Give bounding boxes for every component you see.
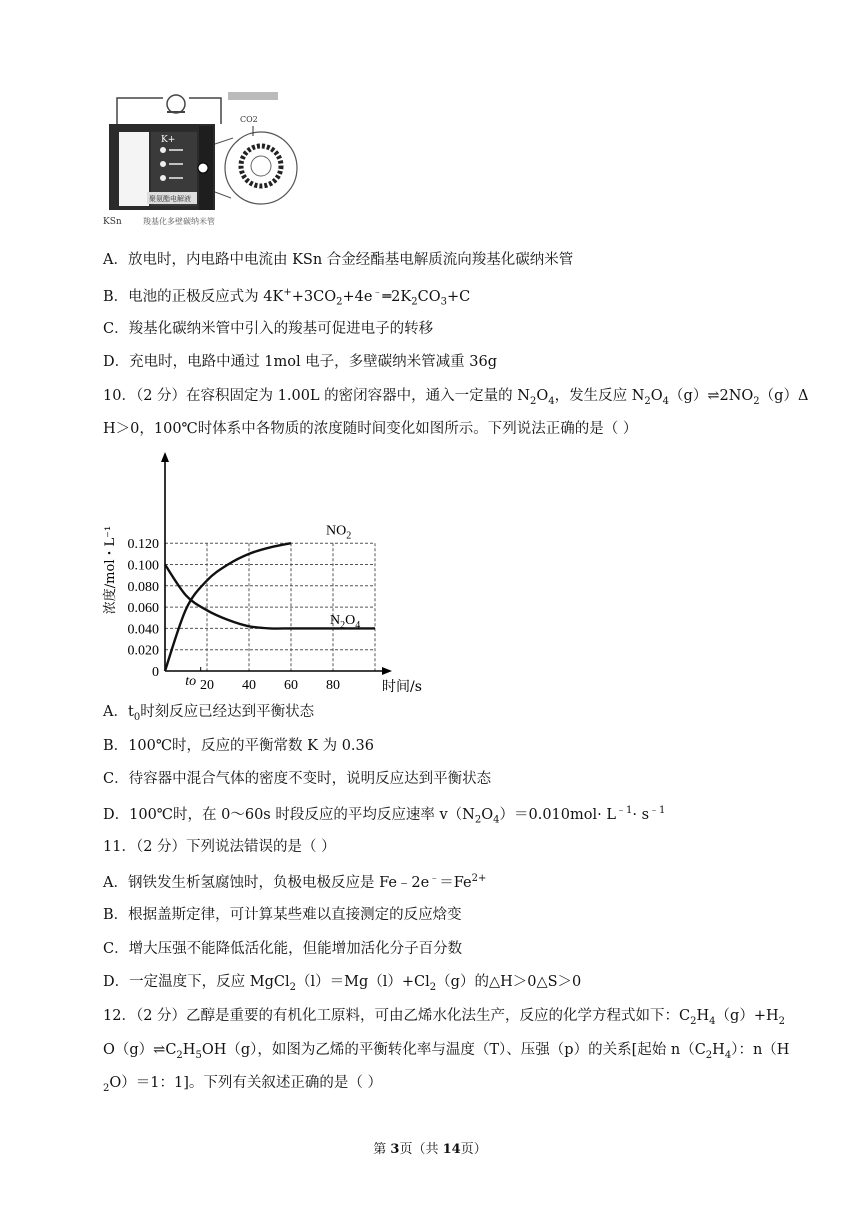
q9-option-c: C．羧基化碳纳米管中引入的羧基可促进电子的转移	[103, 321, 434, 337]
q10-stem-c: ，发生反应 N	[554, 388, 645, 404]
q11-option-a-text2: ＝Fe	[439, 874, 472, 891]
x-tick-label: 60	[284, 678, 298, 693]
q12-stem-line2: $O(g)\rightleftharpoons C_2H_5OH(g)$，如图为乙烯的平衡转化率与温度（T）、压强（p）的关系[起始 $n(C_2H_4)$：n（H	[103, 1042, 790, 1061]
y-axis-arrow	[161, 452, 169, 462]
q12-stem-e: H	[182, 1042, 196, 1058]
y-tick-label: 0.040	[127, 622, 159, 638]
page-footer	[0, 1138, 860, 1157]
q11-option-d: D．一定温度下，反应 $MgCl_2(l)=Mg(l)+Cl_2(g)$的△H＞0△S＞0	[103, 974, 582, 993]
y-tick-label: 0.020	[127, 643, 159, 659]
tube-label: 羧基化多壁碳纳米管	[143, 217, 215, 226]
q10-option-b: B．100℃时，反应的平衡常数 K 为 0.36	[103, 738, 374, 754]
q9-option-b-text3: +4e	[342, 288, 373, 305]
q12-stem-line1: 12．（2 分）乙醇是重要的有机化工原料，可由乙烯水化法生产，反应的化学方程式如下：$C_2H_4(g)+H_2$	[103, 1008, 785, 1027]
co2-label: CO2	[240, 115, 258, 124]
y-axis-label: 浓度/mol・L⁻¹	[103, 525, 118, 615]
q10-stem-b: O	[536, 388, 549, 404]
q9-option-b: B．电池的正极反应式为 $4K^++3CO_2+4e^﹣═2K_2CO_3+C$	[103, 287, 471, 308]
q9-option-b-text2: +3CO	[291, 288, 337, 305]
q9-option-b-text: B．电池的正极反应式为 4K	[103, 288, 284, 305]
q12-stem-h: ）：n（H	[731, 1042, 790, 1058]
q11-stem: 11．（2 分）下列说法错误的是（ ）	[103, 839, 336, 855]
q10-option-c: C．待容器中混合气体的密度不变时，说明反应达到平衡状态	[103, 771, 492, 787]
footer-page-number: 3	[390, 1142, 400, 1157]
x-tick-label: 40	[242, 678, 256, 693]
battery-diagram-svg	[103, 92, 303, 234]
q10-stem-d: O	[650, 388, 663, 404]
concentration-chart-svg	[100, 450, 430, 695]
q12-stem-d: O（g）⇌C	[103, 1042, 177, 1058]
q10-stem-a: 10．（2 分）在容积固定为 1.00L 的密闭容器中，通入一定量的 N	[103, 388, 530, 404]
y-tick-label: 0.120	[127, 537, 159, 553]
footer-page-total: 14	[442, 1142, 461, 1157]
q12-stem-b: H	[696, 1008, 710, 1024]
q10-option-a-text2: 时刻反应已经达到平衡状态	[140, 704, 315, 720]
q11-option-d-text: D．一定温度下，反应 MgCl	[103, 974, 290, 990]
x-marker-label: to	[185, 674, 197, 689]
q10-option-d-text4: L	[606, 806, 616, 823]
battery-diagram	[103, 92, 303, 234]
y-tick-label: 0.100	[127, 558, 159, 574]
q11-option-a-text: A．钢铁发生析氢腐蚀时，负极电极反应是 Fe﹣2e	[103, 874, 430, 891]
q9-option-b-text5: CO	[417, 288, 441, 305]
bulb-icon	[167, 95, 185, 113]
q11-option-d-text2: （l）＝Mg（l）+Cl	[295, 974, 430, 990]
footer-text-c: 页）	[460, 1142, 487, 1157]
x-tick-label: 20	[200, 678, 214, 693]
q9-option-a: A．放电时，内电路中电流由 KSn 合金经酯基电解质流向羧基化碳纳米管	[103, 252, 574, 268]
series-label-no2: $NO_2$	[326, 523, 352, 542]
q12-stem-a: 12．（2 分）乙醇是重要的有机化工原料，可由乙烯水化法生产，反应的化学方程式如下：C	[103, 1008, 691, 1024]
q10-option-a-text: A．t	[103, 704, 134, 720]
footer-text-b: 页（共	[399, 1142, 443, 1157]
q11-option-a: A．钢铁发生析氢腐蚀时，负极电极反应是 $Fe﹣2e^﹣=Fe^{2+}$	[103, 873, 487, 891]
q10-stem-line2: H＞0，100℃时体系中各物质的浓度随时间变化如图所示。下列说法正确的是（ ）	[103, 421, 638, 437]
q11-option-c: C．增大压强不能降低活化能，但能增加活化分子百分数	[103, 941, 463, 957]
electrolyte-label: 聚氨酯电解液	[149, 195, 191, 203]
q10-option-d-text3: ）＝0.010mol	[499, 806, 598, 823]
q12-stem-i: O）＝1：1]。下列有关叙述正确的是（ ）	[109, 1075, 382, 1091]
q10-stem-e: （g）⇌2NO	[669, 388, 754, 404]
series-label-n2o4: $N_2O_4$	[330, 613, 361, 632]
k-ion-label: K+	[161, 135, 176, 145]
q12-stem-f: OH（g），如图为乙烯的平衡转化率与温度（T）、压强（p）的关系[起始 n（C	[201, 1042, 706, 1058]
q10-stem-f: （g）Δ	[759, 388, 809, 404]
y-tick-label: 0.080	[127, 579, 159, 595]
nanotube-zoom	[225, 132, 297, 204]
q11-option-d-text3: （g）的△H＞0△S＞0	[436, 974, 582, 990]
q12-stem-line3: $_2$O）＝1：1]。下列有关叙述正确的是（ ）	[103, 1075, 382, 1094]
q9-option-b-text6: +C	[446, 288, 471, 305]
y-tick-label: 0.060	[127, 601, 159, 617]
concentration-chart	[100, 450, 430, 695]
x-axis-arrow	[382, 667, 392, 675]
x-axis-label: 时间/s	[382, 679, 422, 695]
q10-option-d: D．100℃时，在 0～60s 时段反应的平均反应速率 $v(N_2O_4)=0.010mol\cdot L^{﹣1}\cdot s^{﹣1}$	[103, 805, 666, 826]
q12-stem-g: H	[712, 1042, 725, 1058]
q10-option-d-text2: O	[481, 806, 494, 823]
ksn-label: KSn	[103, 217, 122, 227]
q10-stem-line1: 10．（2 分）在容积固定为 1.00L 的密闭容器中，通入一定量的 $N_2O_4$，发生反应 $N_2O_4(g)\rightleftharpoons 2NO_2(g)\Delta$	[103, 388, 809, 407]
footer-text-a: 第	[373, 1142, 391, 1157]
x-tick-label: 80	[326, 678, 340, 693]
q11-option-b: B．根据盖斯定律，可计算某些难以直接测定的反应焓变	[103, 907, 462, 923]
q9-option-b-text4: ═2K	[382, 288, 412, 305]
series-line-n2o4	[165, 565, 375, 632]
q10-option-a: A．$t_0$时刻反应已经达到平衡状态	[103, 704, 315, 723]
q10-option-d-text: D．100℃时，在 0～60s 时段反应的平均反应速率 v（N	[103, 806, 475, 823]
q12-stem-c: （g）+H	[715, 1008, 779, 1024]
y-tick-label: 0	[152, 665, 159, 680]
q10-option-d-text5: s	[641, 806, 650, 823]
q9-option-d: D．充电时，电路中通过 1mol 电子，多壁碳纳米管减重 36g	[103, 354, 498, 370]
